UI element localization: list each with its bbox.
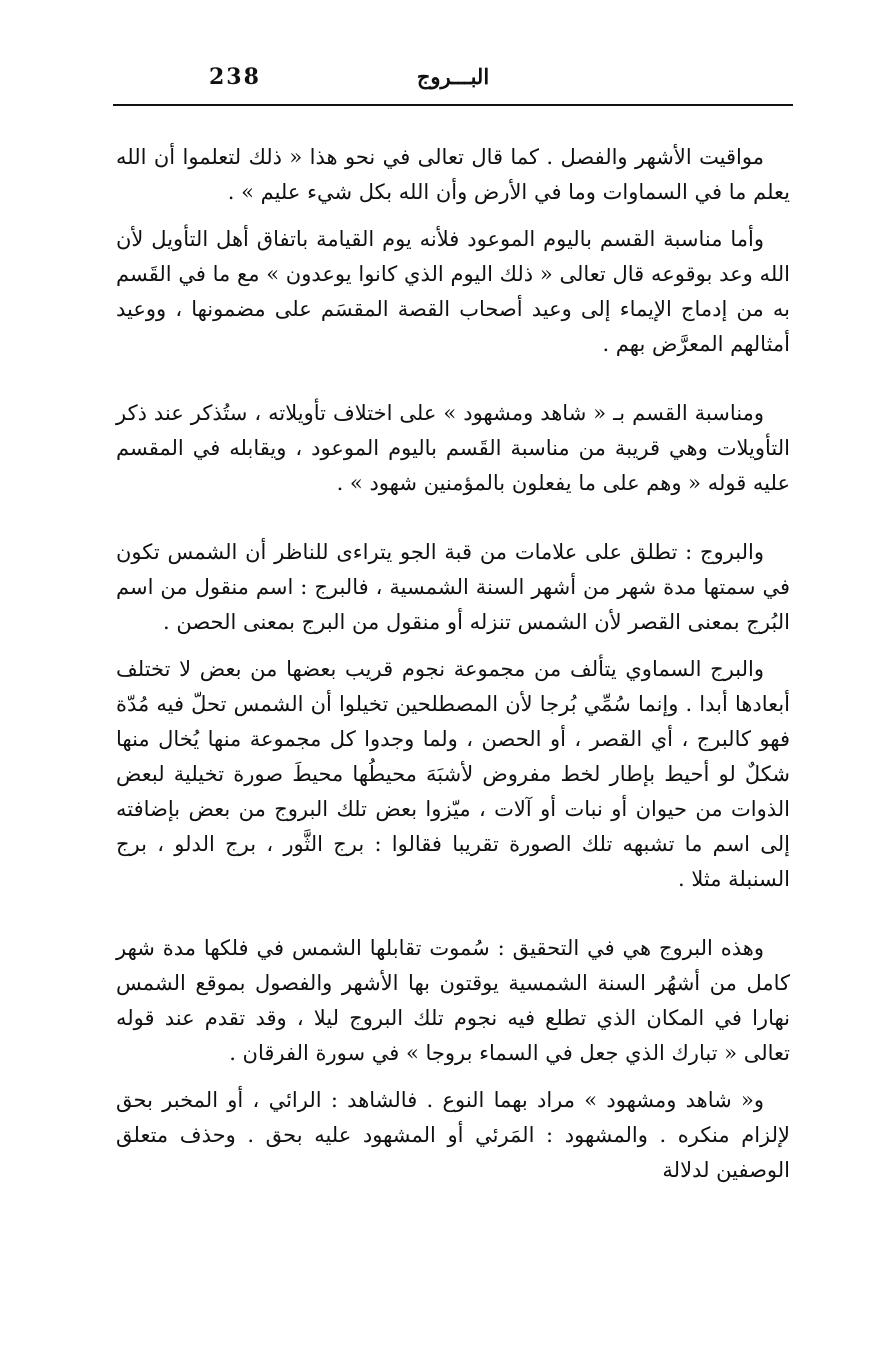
running-head <box>113 56 793 100</box>
paragraph-5: والبرج السماوي يتألف من مجموعة نجوم قريب بعضها من بعض لا تختلف أبعادها أبدا . وإنما سُمِّي بُرجا لأن المصطلحين تخيلوا أن الشمس تحلّ فيه مُدّة فهو كالبرج ، أي القصر ، أو الحصن ، ولما وجدوا كل مجموعة منها يُخال منها شكلٌ لو أحيط بإطار لخط مفروض لأشبَهَ محيطُها محيطَ صورة تخيلية لبعض الذوات من حيوان أو نبات أو آلات ، ميّزوا بعض تلك البروج من بعض بإضافته إلى اسم ما تشبهه تلك الصورة تقريبا فقالوا : برج الثَّور ، برج الدلو ، برج السنبلة مثلا . <box>116 657 790 891</box>
body-text <box>116 140 790 1200</box>
paragraph-2: وأما مناسبة القسم باليوم الموعود فلأنه يوم القيامة باتفاق أهل التأويل لأن الله وعد بوقوعه قال تعالى « ذلك اليوم الذي كانوا يوعدون » مع ما في القَسم به من إدماج الإيماء إلى وعيد أصحاب القصة المقسَم على مضمونها ، ووعيد أمثالهم المعرَّض بهم . <box>116 227 790 356</box>
header-rule <box>113 104 793 106</box>
paragraph-3: ومناسبة القسم بـ « شاهد ومشهود » على اختلاف تأويلاته ، ستُذكر عند ذكر التأويلات وهي قريبة من مناسبة القَسم باليوم الموعود ، ويقابله في المقسم عليه قوله « وهم على ما يفعلون بالمؤمنين شهود » . <box>116 401 790 495</box>
paragraph-7: و« شاهد ومشهود » مراد بهما النوع . فالشاهد : الرائي ، أو المخبر بحق لإلزام منكره . والمشهود : المَرئي أو المشهود عليه بحق . وحذف متعلق الوصفين لدلالة <box>116 1088 790 1182</box>
page-number: 238 <box>209 64 261 90</box>
paragraph-1: مواقيت الأشهر والفصل . كما قال تعالى في نحو هذا « ذلك لتعلموا أن الله يعلم ما في السماوات وما في الأرض وأن الله بكل شيء عليم » . <box>116 145 790 204</box>
chapter-title: البـــروج <box>416 64 490 89</box>
paragraph-4: والبروج : تطلق على علامات من قبة الجو يتراءى للناظر أن الشمس تكون في سمتها مدة شهر من أشهر السنة الشمسية ، فالبرج : اسم منقول من اسم البُرج بمعنى القصر لأن الشمس تنزله أو منقول من البرج بمعنى الحصن . <box>116 540 790 634</box>
paragraph-6: وهذه البروج هي في التحقيق : سُموت تقابلها الشمس في فلكها مدة شهر كامل من أشهُر السنة الشمسية يوقتون بها الأشهر والفصول بموقع الشمس نهارا في المكان الذي تطلع فيه نجوم تلك البروج ليلا ، وقد تقدم عند قوله تعالى « تبارك الذي جعل في السماء بروجا » في سورة الفرقان . <box>116 936 790 1065</box>
